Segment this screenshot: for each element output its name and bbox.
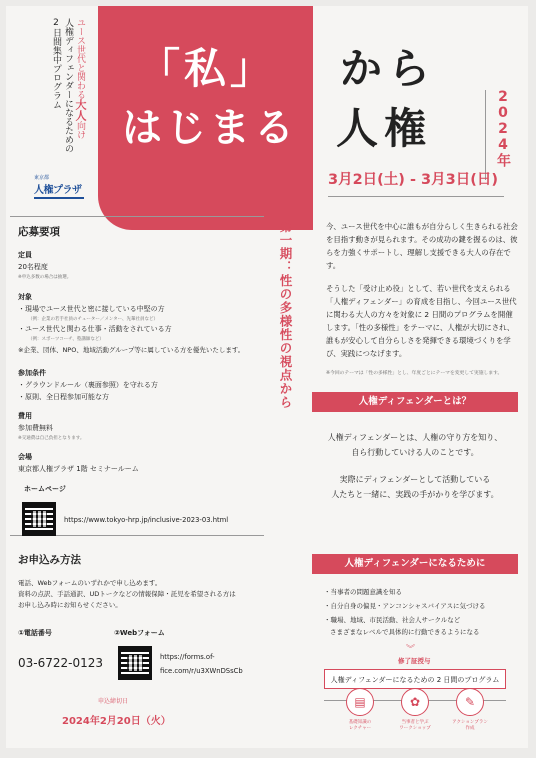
logo-name: 人権プラザ <box>34 185 82 196</box>
phone-label: ①電話番号 <box>18 629 52 637</box>
method-desc1: 電話、Webフォームのいずれかで申し込めます。 <box>18 579 162 587</box>
become-b3: ・職場、地域、市民活動、社会人サークルなど <box>324 616 461 624</box>
tagline-big: 大人 <box>74 99 87 121</box>
method-title: お申込み方法 <box>18 554 81 566</box>
hero-dark1: から <box>340 44 437 93</box>
method-desc2: 資料の点訳、手話通訳、UDトークなどの情報保障・託児を希望される方は <box>18 590 236 598</box>
tagline-suffix: 向け <box>75 121 85 139</box>
become-b4: さまざまなレベルで具体的に行動できるようになる <box>330 628 480 636</box>
become-b2: ・自分自身の偏見・アンコンシャスバイアスに気づける <box>324 602 486 610</box>
become-title: 人権ディフェンダーになるために <box>312 554 518 574</box>
webform-label: ②Webフォーム <box>114 629 165 637</box>
fee-label: 費用 <box>18 412 32 420</box>
webform-url2[interactable]: fice.com/r/u3XWnDSsCb <box>160 667 243 675</box>
pencil-icon: ✎ <box>456 688 484 716</box>
tagline-accent: ユース世代と関わる <box>75 18 85 99</box>
dates-divider <box>328 196 504 197</box>
phone-number[interactable]: 03-6722-0123 <box>18 656 104 670</box>
tagline <box>50 18 86 178</box>
hero-line2: はじまる <box>122 105 298 151</box>
target-2-note: （例：スポーツコーチ、塾講師など） <box>28 337 104 342</box>
method-desc3: お申し込み時にお知らせください。 <box>18 601 122 609</box>
fee-value: 参加費無料 <box>18 424 53 432</box>
what-line2: 自ら行動していける人のことです。 <box>351 448 479 457</box>
program-box: 人権ディフェンダーになるための 2 日間のプログラム <box>324 669 506 689</box>
target-label: 対象 <box>18 293 32 301</box>
become-b1: ・当事者の問題意識を知る <box>324 588 402 596</box>
venue-value: 東京都人権プラザ 1階 セミナールーム <box>18 465 139 473</box>
hero-block <box>98 6 313 230</box>
condition-2: ・原則、全日程参加可能な方 <box>18 393 109 401</box>
step-3-label: アクションプラン 作成 <box>452 720 488 731</box>
cert-label: 修了証授与 <box>398 657 431 665</box>
workshop-icon: ✿ <box>401 688 429 716</box>
venue-label: 会場 <box>18 453 32 461</box>
apply-title: 応募要項 <box>18 226 60 238</box>
logo-bar <box>34 197 84 199</box>
intro-text <box>326 220 518 388</box>
tagline-line3: 2日間集中プログラム <box>51 18 61 109</box>
intro-p1: 今、ユース世代を中心に誰もが自分らしく生きられる社会を目指す動きが見られます。その成功の鍵を握るのは、彼らを力強くサポートし、理解し支援できる大人の存在です。 <box>326 222 518 270</box>
homepage-qr-icon[interactable] <box>22 502 56 536</box>
fee-note: ※交通費は自己負担となります。 <box>18 436 85 441</box>
target-1-note: （例：企業の若手社員のチューター／メンター、先輩社員など） <box>28 317 159 322</box>
intro-p2: そうした「受け止め役」として、若い世代を支えられる「人権ディフェンダー」の育成を目指し、今回ユース世代に関わる大人の方々を対象に 2 日間のプログラムを開催します。「性の多様性」をテーマに、人権が大切にされ、誰もが安心して自分らしさを発揮できる環境づくりを学び、実践につなげます。 <box>326 284 517 358</box>
target-2: ・ユース世代と関わる仕事・活動をされている方 <box>18 325 172 333</box>
lecture-icon: ▤ <box>346 688 374 716</box>
period-title: 第一期：性の多様性の視点から <box>278 220 293 409</box>
webform-url1[interactable]: https://forms.of- <box>160 653 215 661</box>
capacity-note: ※申込多数の場合は抽選。 <box>18 275 72 280</box>
deadline-label: 申込締切日 <box>98 698 129 705</box>
condition-label: 参加条件 <box>18 369 46 377</box>
target-3: ※企業、団体、NPO、地域活動グループ等に属している方を優先いたします。 <box>18 346 245 354</box>
hero-dark2: 人権 <box>336 104 433 153</box>
step-1-label: 基礎知識の レクチャー <box>348 720 372 731</box>
condition-1: ・グラウンドルール（裏面参照）を守れる方 <box>18 381 158 389</box>
tagline-line2: 人権ディフェンダーになるための <box>63 18 73 153</box>
step-2-label: 当事者と学ぶ ワークショップ <box>399 720 431 731</box>
logo <box>34 174 86 199</box>
what-line4: 人たちと一緒に、実践の手がかりを学びます。 <box>331 490 499 499</box>
what-title: 人権ディフェンダーとは？ <box>312 392 518 412</box>
target-1: ・現場でユース世代と密に接している中堅の方 <box>18 305 165 313</box>
year-divider <box>485 90 486 180</box>
capacity-value: 20名程度 <box>18 263 48 271</box>
what-line3: 実際にディフェンダーとして活動している <box>339 475 491 484</box>
homepage-label: ホームページ <box>24 485 66 493</box>
chevron-down-icon: ︾ <box>406 645 416 655</box>
homepage-url[interactable]: https://www.tokyo-hrp.jp/inclusive-2023-03.html <box>64 516 229 524</box>
hero-line1: 「私」 <box>138 44 277 93</box>
webform-qr-icon[interactable] <box>118 646 152 680</box>
what-line1: 人権ディフェンダーとは、人権の守り方を知り、 <box>327 433 503 442</box>
logo-small: 東京都 <box>34 175 50 181</box>
event-dates: 3月2日(土) - 3月3日(日) <box>328 172 498 188</box>
flyer-page <box>6 6 528 748</box>
capacity-label: 定員 <box>18 251 32 259</box>
year-label: 2024年 <box>495 89 511 167</box>
deadline-date: 2024年2月20日（火） <box>62 716 171 727</box>
intro-note: ※今回のテーマは「性の多様性」とし、年度ごとにテーマを変更して実施します。 <box>326 371 503 376</box>
